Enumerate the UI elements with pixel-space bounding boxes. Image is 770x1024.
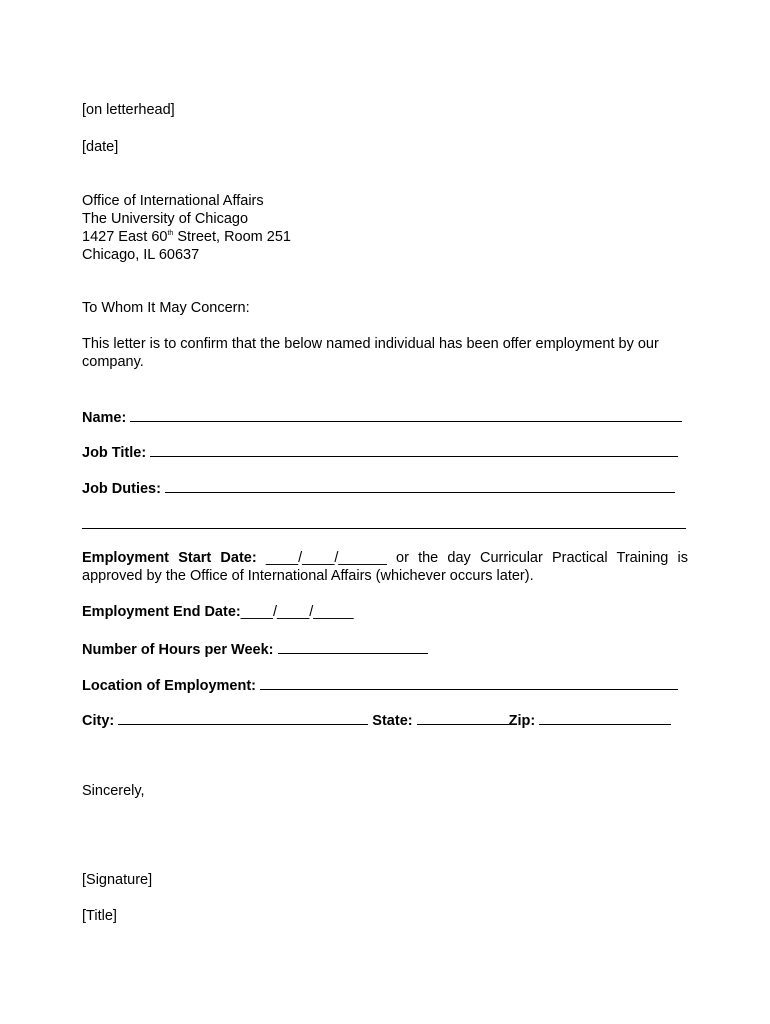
start-date-paragraph [82, 549, 688, 585]
address-ordinal-suffix: th [167, 230, 174, 237]
closing: Sincerely, [82, 783, 145, 799]
state-blank-field[interactable] [417, 710, 509, 725]
address-line-3 [82, 228, 291, 246]
name-label: Name: [82, 410, 127, 426]
salutation: To Whom It May Concern: [82, 300, 250, 316]
start-date-condition: or the day Curricular Practical Training is approved by the Office of International Affairs (whichever occurs later). [82, 550, 689, 584]
name-blank-field[interactable] [130, 407, 682, 422]
state-label: State: [372, 713, 413, 729]
zip-label: Zip: [508, 713, 536, 729]
job-duties-row [82, 478, 675, 498]
title-placeholder: [Title] [82, 908, 117, 924]
hours-label: Number of Hours per Week: [82, 642, 274, 658]
signature-placeholder: [Signature] [82, 872, 153, 888]
job-duties-label: Job Duties: [82, 481, 161, 497]
hours-blank-field[interactable] [278, 639, 428, 654]
job-duties-extra-line[interactable] [82, 528, 686, 529]
name-row [82, 407, 682, 427]
city-label: City: [82, 713, 115, 729]
job-duties-blank-field[interactable] [165, 478, 675, 493]
address-street-rest: Street, Room 251 [173, 229, 291, 245]
location-row [82, 675, 678, 695]
intro-paragraph: This letter is to confirm that the below named individual has been offer employment by our company. [82, 336, 659, 370]
start-date-blank-field[interactable]: ____/____/______ [265, 550, 387, 566]
end-date-blank-field[interactable]: ____/____/_____ [240, 604, 354, 620]
address-street-number: 1427 East 60 [82, 229, 168, 245]
city-state-zip-row [82, 710, 671, 730]
date-placeholder: [date] [82, 139, 119, 155]
end-date-row [82, 603, 354, 621]
job-title-row [82, 442, 678, 462]
address-line-1: Office of International Affairs [82, 193, 264, 209]
address-line-4: Chicago, IL 60637 [82, 247, 200, 263]
location-blank-field[interactable] [260, 675, 678, 690]
start-date-label: Employment Start Date: [82, 550, 257, 566]
job-title-label: Job Title: [82, 445, 147, 461]
job-title-blank-field[interactable] [150, 442, 678, 457]
zip-blank-field[interactable] [539, 710, 671, 725]
hours-row [82, 639, 428, 659]
address-line-2: The University of Chicago [82, 211, 249, 227]
city-blank-field[interactable] [118, 710, 368, 725]
letterhead-placeholder: [on letterhead] [82, 102, 175, 118]
end-date-label: Employment End Date: [82, 604, 241, 620]
location-label: Location of Employment: [82, 678, 256, 694]
